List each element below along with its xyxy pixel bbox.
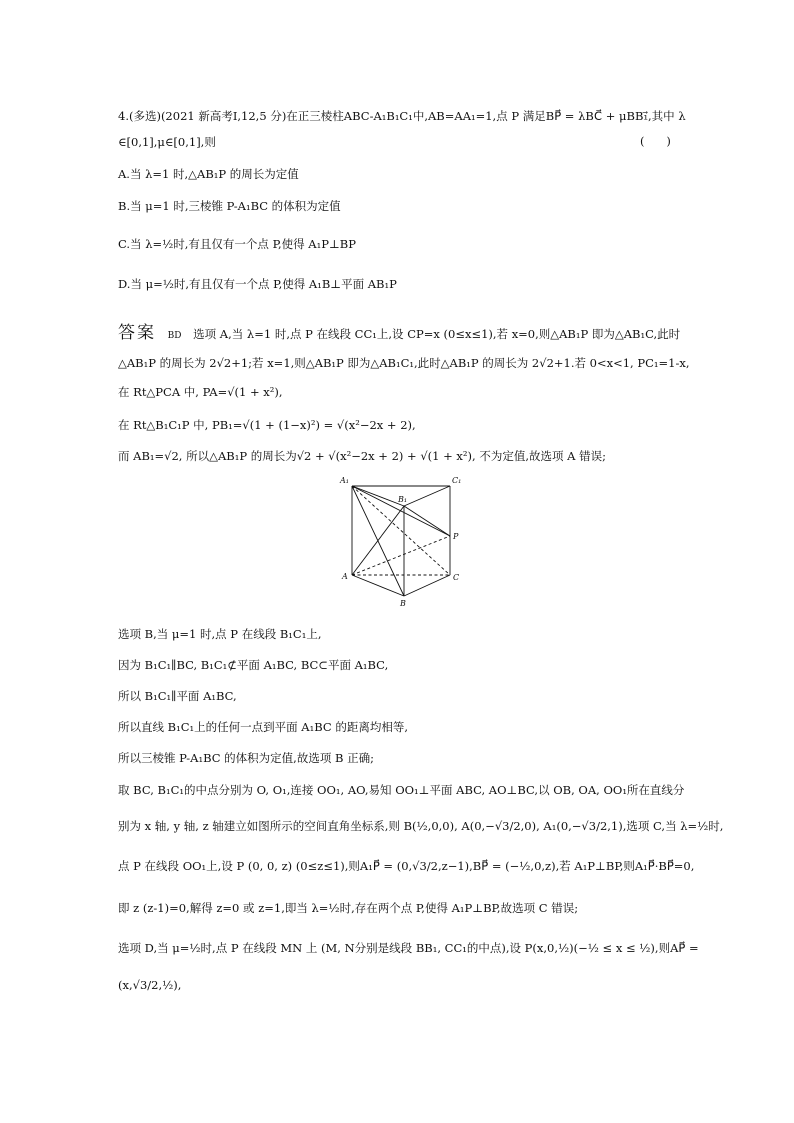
answer-line-5: 而 AB₁=√2, 所以△AB₁P 的周长为√2 + √(x²−2x + 2) + √(1 + x²), 不为定值,故选项 A 错误; [118, 449, 606, 463]
question-line-1: 4.(多选)(2021 新高考Ⅰ,12,5 分)在正三棱柱ABC-A₁B₁C₁中,AB=AA₁=1,点 P 满足BP⃗ = λBC⃗ + μBB₁⃗,其中 λ [118, 109, 686, 123]
answer-line-1 [118, 318, 680, 343]
edge-b-c [404, 575, 450, 596]
label-a1: A₁ [340, 476, 349, 485]
label-b: B [400, 599, 406, 608]
answer-line-6: 选项 B,当 μ=1 时,点 P 在线段 B₁C₁上, [118, 627, 322, 641]
answer-line-3: 在 Rt△PCA 中, PA=√(1 + x²), [118, 385, 283, 399]
answer-paren: ( ) [640, 134, 671, 148]
answer-line-7: 因为 B₁C₁∥BC, B₁C₁⊄平面 A₁BC, BC⊂平面 A₁BC, [118, 658, 389, 672]
answer-text: 选项 A,当 λ=1 时,点 P 在线段 CC₁上,设 CP=x (0≤x≤1),若 x=0,则△AB₁P 即为△AB₁C,此时 [193, 327, 681, 341]
option-c: C.当 λ=½时,有且仅有一个点 P,使得 A₁P⊥BP [118, 237, 356, 251]
question-line-2: ∈[0,1],μ∈[0,1],则 [118, 135, 216, 149]
answer-line-9: 所以直线 B₁C₁上的任何一点到平面 A₁BC 的距离均相等, [118, 720, 408, 734]
label-c1: C₁ [452, 476, 462, 485]
answer-line-2: △AB₁P 的周长为 2√2+1;若 x=1,则△AB₁P 即为△AB₁C₁,此时△AB₁P 的周长为 2√2+1.若 0<x<1, PC₁=1-x, [118, 356, 690, 370]
edge-b1-p [404, 506, 450, 536]
answer-choice: BD [167, 331, 182, 341]
prism-figure [338, 472, 468, 612]
label-p: P [453, 532, 459, 541]
label-b1: B₁ [398, 495, 408, 504]
answer-line-14: 即 z (z-1)=0,解得 z=0 或 z=1,即当 λ=½时,存在两个点 P,使得 A₁P⊥BP,故选项 C 错误; [118, 901, 579, 915]
option-a: A.当 λ=1 时,△AB₁P 的周长为定值 [118, 167, 299, 181]
answer-line-4: 在 Rt△B₁C₁P 中, PB₁=√(1 + (1−x)²) = √(x²−2x + 2), [118, 418, 416, 432]
edge-a-b [352, 575, 404, 596]
answer-line-16: (x,√3/2,½), [118, 978, 182, 992]
answer-line-8: 所以 B₁C₁∥平面 A₁BC, [118, 689, 237, 703]
answer-line-15: 选项 D,当 μ=½时,点 P 在线段 MN 上 (M, N分别是线段 BB₁, CC₁的中点),设 P(x,0,½)(−½ ≤ x ≤ ½),则AP⃗ = [118, 941, 699, 955]
option-b: B.当 μ=1 时,三棱锥 P-A₁BC 的体积为定值 [118, 199, 341, 213]
label-a: A [342, 572, 348, 581]
option-d: D.当 μ=½时,有且仅有一个点 P,使得 A₁B⊥平面 AB₁P [118, 277, 397, 291]
edge-a1-b [352, 486, 404, 596]
answer-line-13: 点 P 在线段 OO₁上,设 P (0, 0, z) (0≤z≤1),则A₁P⃗ = (0,√3/2,z−1),BP⃗ = (−½,0,z),若 A₁P⊥BP,则A₁P⃗·BP⃗=0, [118, 859, 695, 873]
answer-line-12: 别为 x 轴, y 轴, z 轴建立如图所示的空间直角坐标系,则 B(½,0,0), A(0,−√3/2,0), A₁(0,−√3/2,1),选项 C,当 λ=½时, [118, 819, 724, 833]
answer-line-11: 取 BC, B₁C₁的中点分别为 O, O₁,连接 OO₁, AO,易知 OO₁⊥平面 ABC, AO⊥BC,以 OB, OA, OO₁所在直线分 [118, 783, 685, 797]
edge-b1-c1 [404, 486, 450, 506]
answer-badge: 答案 [118, 323, 156, 343]
edge-a1-p [352, 486, 450, 536]
label-c: C [453, 573, 460, 582]
answer-line-10: 所以三棱锥 P-A₁BC 的体积为定值,故选项 B 正确; [118, 751, 374, 765]
